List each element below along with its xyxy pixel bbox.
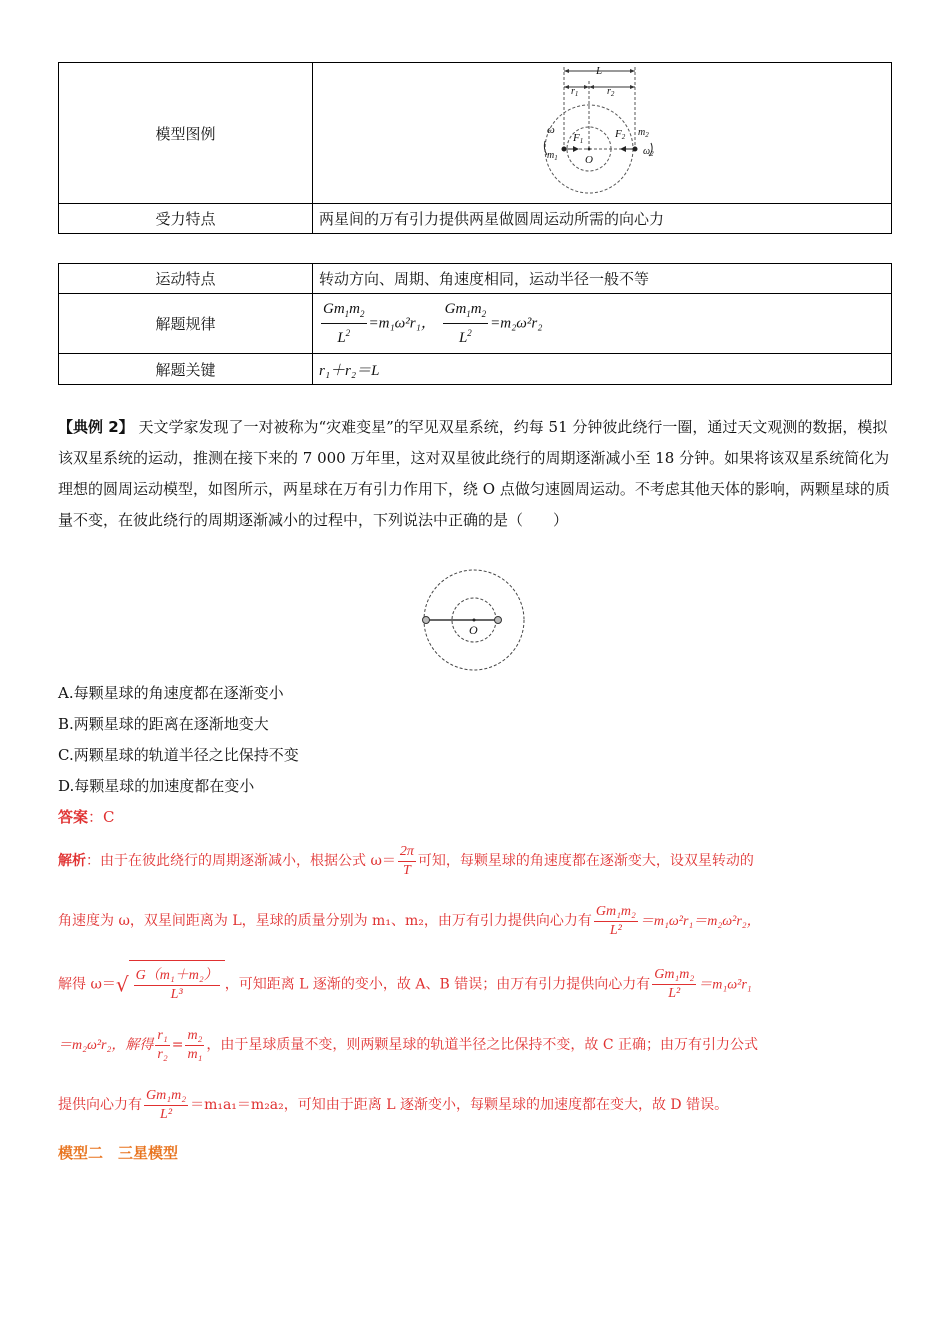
analysis-line-1: 解析：由于在彼此绕行的周期逐渐减小，根据公式 ω＝ $\frac{2\pi}{T}$ 可知，每颗星球的角速度都在逐渐变大，设双星转动的 [58,843,754,878]
row-label: 受力特点 [59,204,313,234]
section-title: 模型二 三星模型 [58,1144,179,1162]
binary-star-diagram [539,63,739,201]
analysis-line-4: ＝m₂ω²r₂，解得 $\frac{\text{r₁}}{\text{r₂}}$ = $\frac{\text{m₂}}{\text{m₁}}$ ，由于星球质量不变，则两颗星球的轨道半径之比保持不变，故 C 正确；由万有引力公式 [58,1027,759,1062]
row-value: 转动方向、周期、角速度相同，运动半径一般不等 [313,264,892,294]
diagram-label-m1: $m_1$ [547,150,558,162]
row-model-diagram [59,63,892,204]
row-force [59,204,892,234]
binary-star-diagram-cell [313,63,892,204]
row-motion [59,264,892,294]
option-c[interactable]: C.两颗星球的轨道半径之比保持不变 [58,746,299,764]
option-d[interactable]: D.每颗星球的加速度都在变小 [58,777,255,795]
example-problem [58,412,894,536]
option-b[interactable]: B.两颗星球的距离在逐渐地变大 [58,715,269,733]
answer-value: ：C [88,808,115,826]
diagram-label-r2: $r_2$ [607,86,615,98]
row-rule [59,294,892,354]
analysis-line-2: 角速度为 ω，双星间距离为 L，星球的质量分别为 m₁、m₂，由万有引力提供向心力有 $\frac{\text{Gm₁m₂}}{\text{L²}}$ ＝m₁ω²r₁＝m₂ω²r₂， [58,903,761,938]
diagram-label-m2: $m_2$ [638,127,649,139]
figure-label-O: O [469,623,478,637]
row-label: 解题关键 [59,354,313,385]
example-tag: 【典例 2】 [58,418,134,436]
answer-label: 答案 [58,808,89,826]
analysis-line-5: 提供向心力有 $\frac{\text{Gm₁m₂}}{\text{L²}}$ ＝m₁a₁＝m₂a₂，可知由于距离 L 逐渐变小，每颗星球的加速度都在变大，故 D 错误。 [58,1087,729,1122]
example-figure [418,566,538,676]
analysis-line-3: 解得 ω＝√ $\frac{\text{G（m₁＋m₂）}}{\text{L³}}$ ，可知距离 L 逐渐的变小，故 A、B 错误；由万有引力提供向心力有 $\frac{\text{Gm₁m₂}}{\text{L²}}$ ＝m₁ω²r₁ [58,960,894,1010]
model-table-2 [58,263,892,385]
row-key [59,354,892,385]
diagram-label-omega: ω [547,124,555,136]
diagram-label-O: O [585,154,593,166]
rule-formula: $\frac{Gm_1m_2}{L^2}$ =m₁ω²r₁， $\frac{Gm_1m_2}{L^2}$ =m₂ω²r₂ [313,294,892,354]
example-text: 天文学家发现了一对被称为“灾难变星”的罕见双星系统，约每 51 分钟彼此绕行一圈，通过天文观测的数据，模拟该双星系统的运动，推测在接下来的 7 000 万年里，这对双星彼此绕行的周期逐渐减小至 18 分钟。如果将该双星系统简化为理想的圆周运动模型，如图所示，两星球在万有引力作用下，绕 O 点做匀速圆周运动。不考虑其他天体的影响，两颗星球的质量不变，在彼此绕行的周期逐渐减小的过程中，下列说法中正确的是（ ） [58,418,890,529]
diagram-label-omega2: $\omega_2$ [643,146,654,158]
row-label: 解题规律 [59,294,313,354]
diagram-label-r1: $r_1$ [571,86,579,98]
diagram-label-F2: F2 [615,128,626,141]
analysis-label: 解析 [58,853,86,869]
row-value: 两星间的万有引力提供两星做圆周运动所需的向心力 [313,204,892,234]
diagram-label-L: L [596,65,603,77]
row-label: 运动特点 [59,264,313,294]
option-a[interactable]: A.每颗星球的角速度都在逐渐变小 [58,684,284,702]
answer [58,802,894,833]
row-label: 模型图例 [59,63,313,204]
diagram-label-F1: F1 [573,132,584,145]
row-value: r₁＋r₂＝L [313,354,892,385]
model-table-1 [58,62,892,234]
